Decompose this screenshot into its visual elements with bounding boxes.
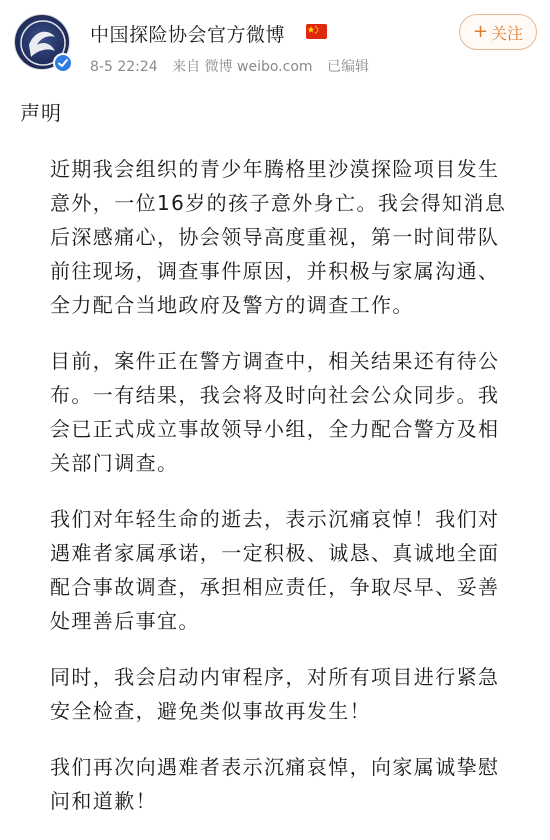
post-title: 声明 (20, 101, 62, 125)
paragraph-line: 布。一有结果，我会将及时向社会公众同步。我 (50, 383, 500, 407)
avatar[interactable] (14, 14, 72, 72)
china-flag-icon (306, 24, 327, 39)
account-name[interactable]: 中国探险协会官方微博 (90, 24, 286, 46)
paragraph-line: 目前，案件正在警方调查中，相关结果还有待公 (50, 349, 500, 373)
post-content (20, 96, 535, 840)
paragraph-line: 后深感痛心，协会领导高度重视，第一时间带队 (50, 225, 500, 249)
post-paragraph (20, 344, 535, 480)
paragraph-line: 近期我会组织的青少年腾格里沙漠探险项目发生 (50, 157, 500, 181)
post-paragraph (20, 152, 535, 322)
edited-label[interactable]: 已编辑 (327, 59, 369, 75)
paragraph-line: 问和道歉！ (50, 789, 157, 813)
paragraph-line: 遇难者家属承诺，一定积极、诚恳、真诚地全面 (50, 541, 500, 565)
post-paragraph (20, 750, 535, 818)
paragraph-line: 我们再次向遇难者表示沉痛哀悼，向家属诚挚慰 (50, 755, 500, 779)
paragraph-line: 前往现场，调查事件原因，并积极与家属沟通、 (50, 259, 500, 283)
post-meta (90, 56, 379, 76)
follow-label: 关注 (491, 23, 524, 43)
paragraph-line: 关部门调查。 (50, 451, 179, 475)
paragraph-line: 处理善后事宜。 (50, 609, 200, 633)
follow-button[interactable] (459, 14, 537, 50)
post-paragraphs (20, 152, 535, 818)
paragraph-line: 我们对年轻生命的逝去，表示沉痛哀悼！我们对 (50, 507, 500, 531)
plus-icon: + (472, 21, 489, 42)
post-source[interactable]: 来自 微博 weibo.com (172, 59, 313, 75)
paragraph-line: 会已正式成立事故领导小组，全力配合警方及相 (50, 417, 500, 441)
post-timestamp: 8-5 22:24 (90, 59, 158, 75)
paragraph-line: 安全检查，避免类似事故再发生！ (50, 699, 371, 723)
post-paragraph (20, 660, 535, 728)
paragraph-line: 配合事故调查，承担相应责任，争取尽早、妥善 (50, 575, 500, 599)
post-paragraph (20, 502, 535, 638)
paragraph-line: 全力配合当地政府及警方的调查工作。 (50, 293, 414, 317)
post-header (0, 0, 550, 82)
verified-badge-icon (53, 53, 73, 73)
paragraph-line: 意外，一位16岁的孩子意外身亡。我会得知消息 (50, 191, 507, 215)
paragraph-line: 同时，我会启动内审程序，对所有项目进行紧急 (50, 665, 500, 689)
